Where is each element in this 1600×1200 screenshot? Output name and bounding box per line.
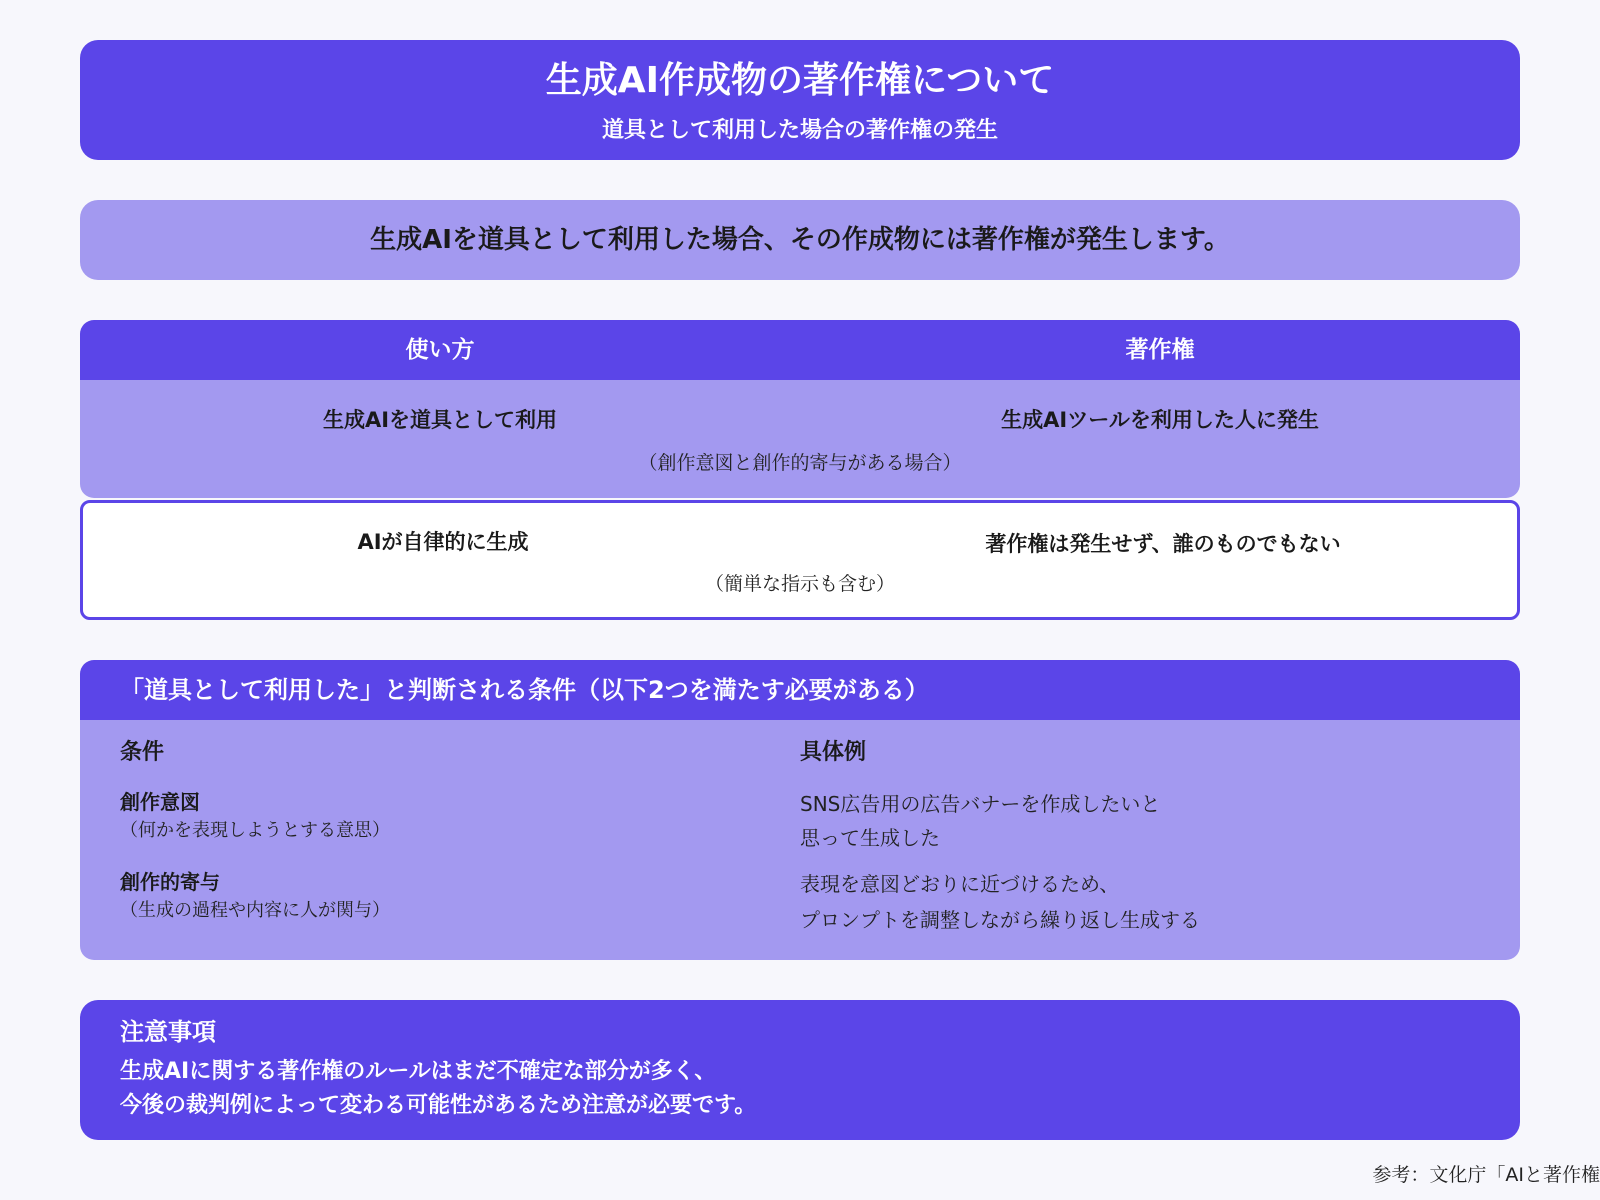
example-line: プロンプトを調整しながら繰り返し生成する: [800, 908, 1200, 932]
example-line: 思って生成した: [800, 826, 940, 850]
usage-table-row-autonomous: [80, 500, 1520, 620]
conditions-body: [80, 720, 1520, 960]
summary-banner: [80, 200, 1520, 280]
summary-text: 生成AIを道具として利用した場合、その作成物には著作権が発生します。: [370, 225, 1230, 255]
example-line: 表現を意図どおりに近づけるため、: [800, 872, 1120, 896]
conditions-header: [80, 660, 1520, 720]
example-column-header: 具体例: [800, 740, 867, 765]
usage-column-header: 使い方: [405, 337, 475, 363]
example-line: SNS広告用の広告バナーを作成したいと: [800, 792, 1161, 816]
header-banner: [80, 40, 1520, 160]
usage-cell: AIが自律的に生成: [357, 530, 529, 554]
page-subtitle: 道具として利用した場合の著作権の発生: [601, 118, 998, 143]
condition-label-contribution: 創作的寄与: [120, 870, 220, 894]
copyright-column-header: 著作権: [1125, 337, 1195, 363]
condition-sub-intent: （何かを表現しようとする意思）: [120, 820, 390, 841]
usage-table-row-tool: [80, 380, 1520, 498]
row-note: （簡単な指示も含む）: [704, 573, 895, 595]
page-title: 生成AI作成物の著作権について: [545, 60, 1055, 101]
condition-column-header: 条件: [120, 740, 165, 765]
reference-text: 参考：文化庁「AIと著作権: [1372, 1164, 1600, 1186]
condition-label-intent: 創作意図: [120, 790, 200, 814]
caution-text-line: 生成AIに関する著作権のルールはまだ不確定な部分が多く、: [120, 1059, 717, 1084]
caution-title: 注意事項: [120, 1018, 216, 1046]
caution-box: [80, 1000, 1520, 1140]
condition-sub-contribution: （生成の過程や内容に人が関与）: [120, 900, 390, 921]
copyright-cell: 著作権は発生せず、誰のものでもない: [985, 532, 1341, 556]
conditions-title: 「道具として利用した」と判断される条件（以下2つを満たす必要がある）: [120, 676, 929, 704]
caution-text-line: 今後の裁判例によって変わる可能性があるため注意が必要です。: [120, 1093, 757, 1118]
copyright-cell: 生成AIツールを利用した人に発生: [1001, 408, 1319, 432]
row-note: （創作意図と創作的寄与がある場合）: [638, 452, 962, 474]
usage-cell: 生成AIを道具として利用: [322, 408, 558, 432]
usage-table-header: [80, 320, 1520, 380]
